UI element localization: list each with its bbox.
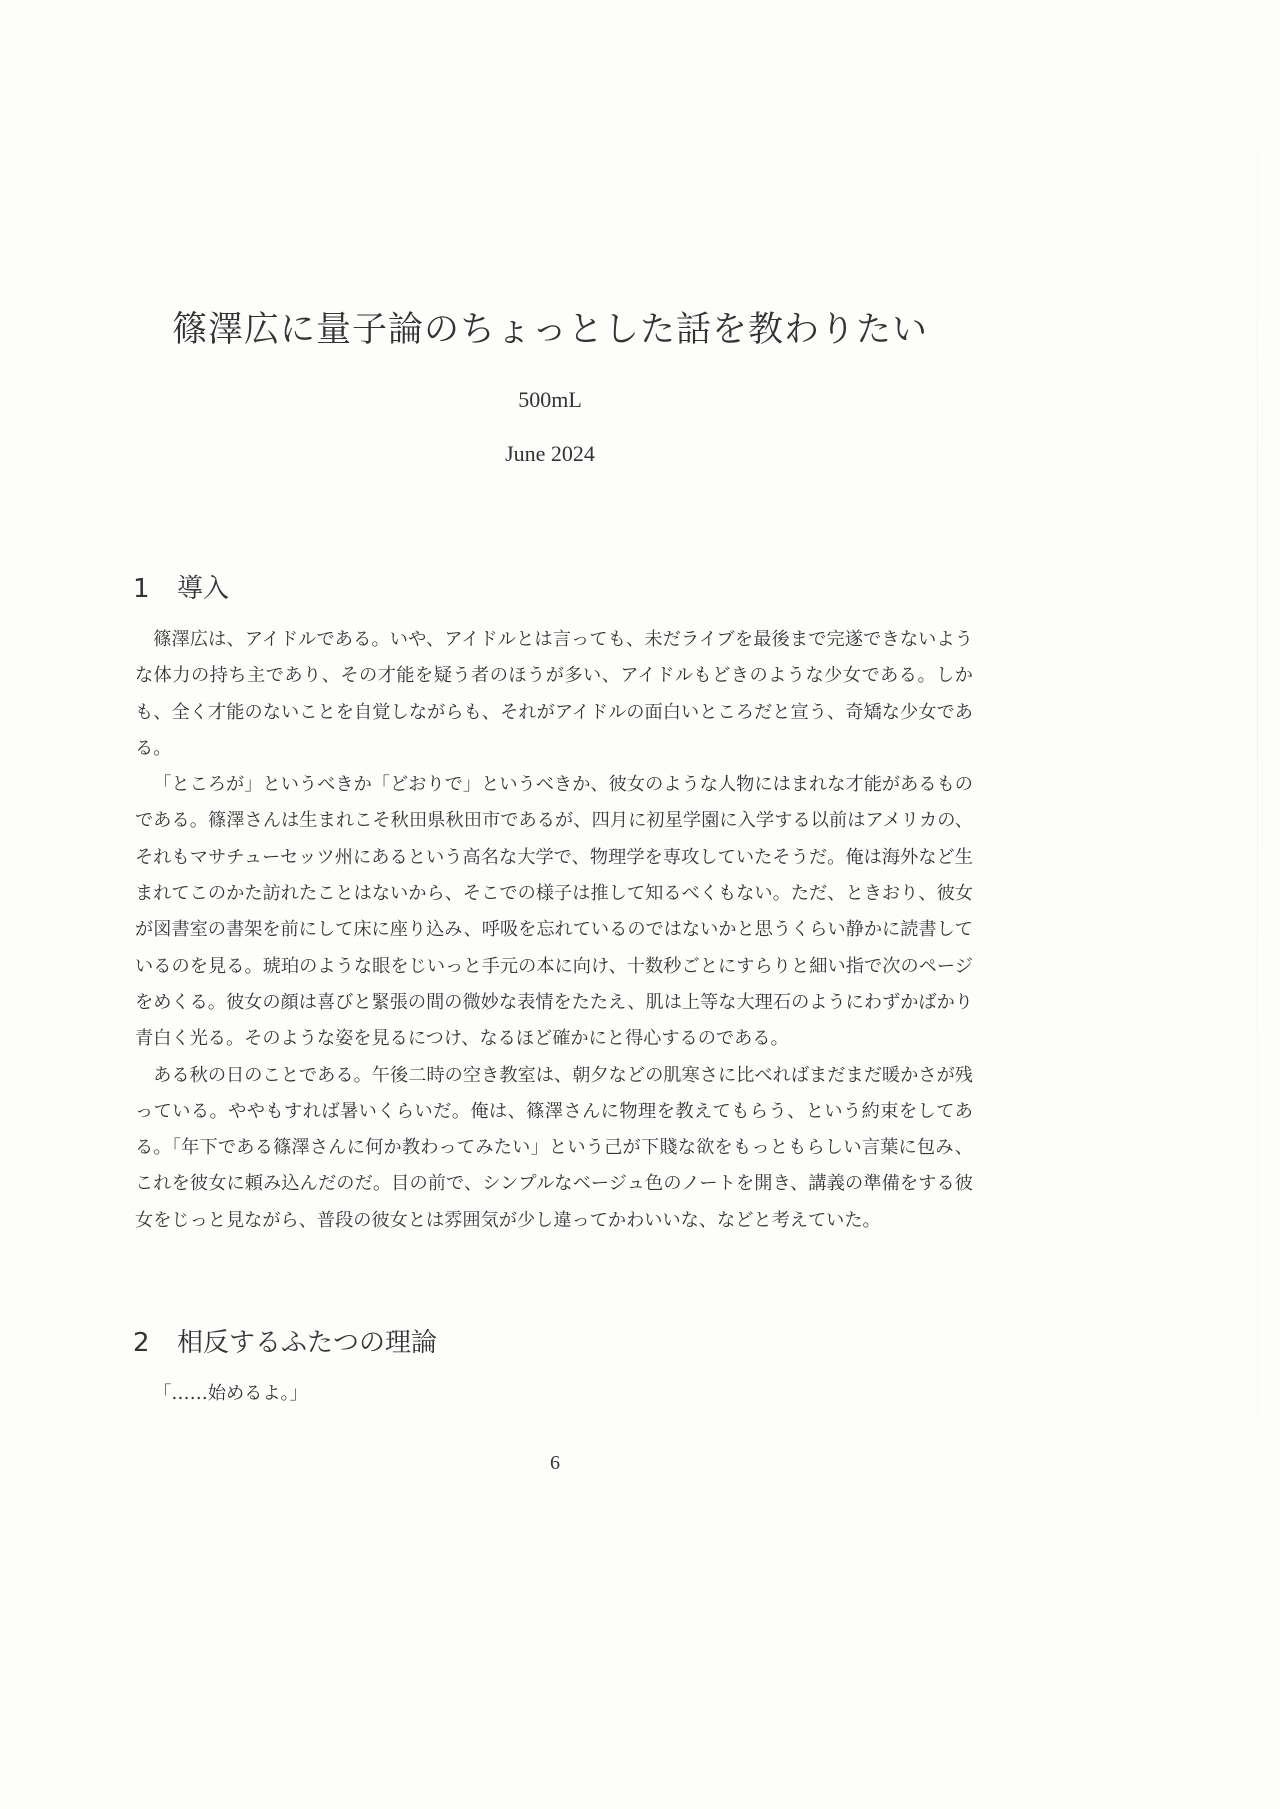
section-title: 相反するふたつの理論 — [177, 1328, 438, 1358]
page-number: 6 — [550, 1452, 560, 1474]
section-heading-two-theories — [133, 1322, 437, 1359]
section-number: 1 — [133, 574, 150, 604]
scan-edge-artifact — [1257, 0, 1258, 1809]
document-date: June 2024 — [505, 441, 595, 466]
document-title: 篠澤広に量子論のちょっとした話を教わりたい — [171, 310, 928, 350]
section-body-two-theories — [135, 1376, 973, 1412]
paragraph: ある秋の日のことである。午後二時の空き教室は、朝夕などの肌寒さに比べればまだまだ暖かさが残っている。ややもすれば暑いくらいだ。俺は、篠澤さんに物理を教えてもらう、という約束をしてある。「年下である篠澤さんに何か教わってみたい」という己が下賤な欲をもっともらしい言葉に包み、これを彼女に頼み込んだのだ。目の前で、シンプルなベージュ色のノートを開き、講義の準備をする彼女をじっと見ながら、普段の彼女とは雰囲気が少し違ってかわいいな、などと考えていた。 — [135, 1064, 973, 1231]
document-author: 500mL — [518, 387, 582, 412]
paragraph: 篠澤広は、アイドルである。いや、アイドルとは言っても、未だライブを最後まで完遂できないような体力の持ち主であり、その才能を疑う者のほうが多い、アイドルもどきのような少女である。しかも、全く才能のないことを自覚しながらも、それがアイドルの面白いところだと宣う、奇矯な少女である。 — [135, 629, 973, 759]
paragraph: 「ところが」というべきか「どおりで」というべきか、彼女のような人物にはまれな才能があるものである。篠澤さんは生まれこそ秋田県秋田市であるが、四月に初星学園に入学する以前はアメリカの、それもマサチューセッツ州にあるという高名な大学で、物理学を専攻していたそうだ。俺は海外など生まれてこのかた訪れたことはないから、そこでの様子は推して知るべくもない。ただ、ときおり、彼女が図書室の書架を前にして床に座り込み、呼吸を忘れているのではないかと思うくらい静かに読書しているのを見る。琥珀のような眼をじいっと手元の本に向け、十数秒ごとにすらりと細い指で次のページをめくる。彼女の顔は喜びと緊張の間の微妙な表情をたたえ、肌は上等な大理石のようにわずかばかり青白く光る。そのような姿を見るにつけ、なるほど確かにと得心するのである。 — [135, 774, 973, 1050]
paragraph: 「……始めるよ。」 — [153, 1383, 308, 1404]
section-body-introduction — [135, 622, 973, 1239]
section-title: 導入 — [177, 574, 230, 604]
section-heading-introduction — [133, 568, 229, 605]
section-number: 2 — [133, 1328, 150, 1358]
